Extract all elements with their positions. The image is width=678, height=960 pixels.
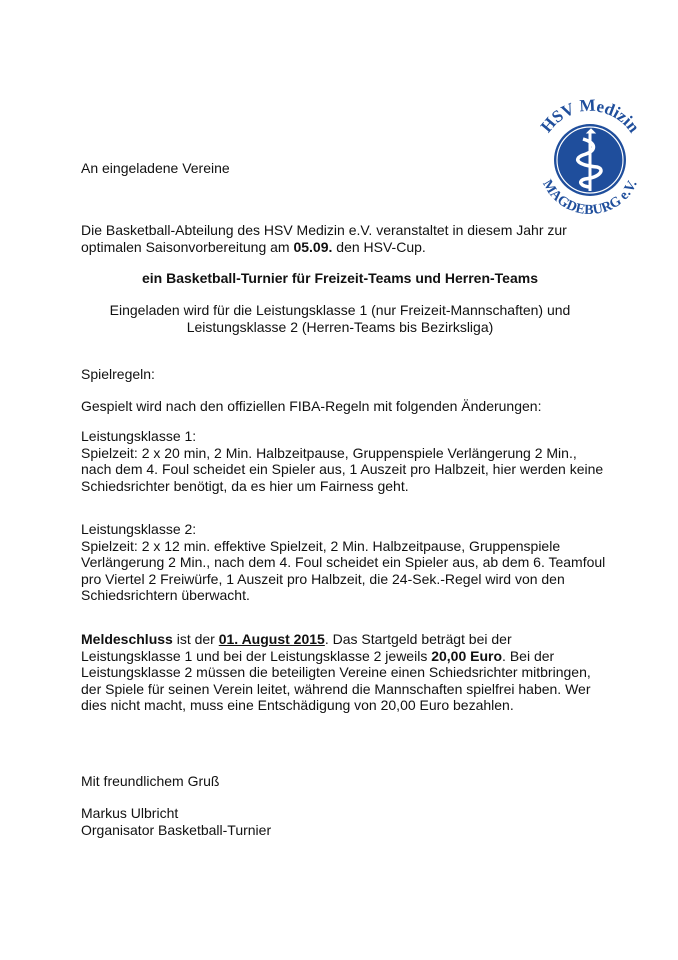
entry-fee: 20,00 Euro bbox=[431, 647, 503, 664]
class-2-title: Leistungsklasse 2: bbox=[81, 521, 197, 537]
class-2-line: Spielzeit: 2 x 12 min. effektive Spielzeit, 2 Min. Halbzeitpause, Gruppenspiele bbox=[81, 537, 561, 554]
deadline-line-1: Meldeschluss ist der 01. August 2015. Das Startgeld beträgt bei der bbox=[81, 631, 512, 647]
class-2-section bbox=[81, 521, 621, 604]
class-2-line: Verlängerung 2 Min., nach dem 4. Foul scheidet ein Spieler aus, ab dem 6. Teamfoul bbox=[81, 554, 606, 570]
deadline-line: dies nicht macht, muss eine Entschädigung von 20,00 Euro bezahlen. bbox=[81, 697, 514, 713]
class-1-title: Leistungsklasse 1: bbox=[81, 428, 197, 444]
logo-top-text: HSV Medizin bbox=[536, 95, 644, 137]
intro-line-2: optimalen Saisonvorbereitung am 05.09. den HSV-Cup. bbox=[81, 238, 426, 255]
deadline-line: Leistungsklasse 2 müssen die beteiligten Vereine einen Schiedsrichter mitbringen, bbox=[81, 664, 591, 680]
signature bbox=[81, 805, 621, 838]
rules-intro: Gespielt wird nach den offiziellen FIBA-Regeln mit folgenden Änderungen: bbox=[81, 398, 542, 414]
cup-date: 05.09. bbox=[293, 238, 333, 255]
deadline-line-2: Leistungsklasse 1 und bei der Leistungsklasse 2 jeweils 20,00 Euro. Bei der bbox=[81, 647, 555, 664]
invited-paragraph: Eingeladen wird für die Leistungsklasse 1 (nur Freizeit-Mannschaften) und Leistungsklasse 2 (Herren-Teams bis Bezirksliga) bbox=[109, 302, 571, 335]
class-1-line: Schiedsrichter benötigt, da es hier um Fairness geht. bbox=[81, 477, 409, 494]
deadline-line: der Spiele für seinen Verein leitet, während die Mannschaften spielfrei haben. Wer bbox=[81, 680, 591, 697]
tournament-headline: ein Basketball-Turnier für Freizeit-Teams und Herren-Teams bbox=[142, 270, 538, 286]
class-1-line: nach dem 4. Foul scheidet ein Spieler aus, 1 Auszeit pro Halbzeit, hier werden keine bbox=[81, 461, 604, 477]
deadline-paragraph bbox=[81, 631, 621, 714]
recipient: An eingeladene Vereine bbox=[81, 160, 230, 176]
intro-line-1: Die Basketball-Abteilung des HSV Medizin e.V. veranstaltet in diesem Jahr zur bbox=[81, 222, 567, 238]
deadline-label: Meldeschluss bbox=[81, 631, 173, 647]
class-2-line: Schiedsrichtern überwacht. bbox=[81, 587, 250, 603]
intro-paragraph bbox=[81, 222, 621, 255]
logo-bottom-text: MAGDEBURG e.V. bbox=[539, 177, 641, 219]
class-1-section bbox=[81, 428, 621, 494]
class-2-line: pro Viertel 2 Freiwürfe, 1 Auszeit pro Halbzeit, die 24-Sek.-Regel wird von den bbox=[81, 570, 565, 587]
class-1-line: Spielzeit: 2 x 20 min, 2 Min. Halbzeitpause, Gruppenspiele Verlängerung 2 Min., bbox=[81, 444, 577, 461]
signature-title: Organisator Basketball-Turnier bbox=[81, 821, 272, 838]
signature-name: Markus Ulbricht bbox=[81, 805, 179, 821]
deadline-date: 01. August 2015 bbox=[218, 631, 325, 647]
rules-title: Spielregeln: bbox=[81, 366, 155, 382]
closing: Mit freundlichem Gruß bbox=[81, 773, 220, 789]
